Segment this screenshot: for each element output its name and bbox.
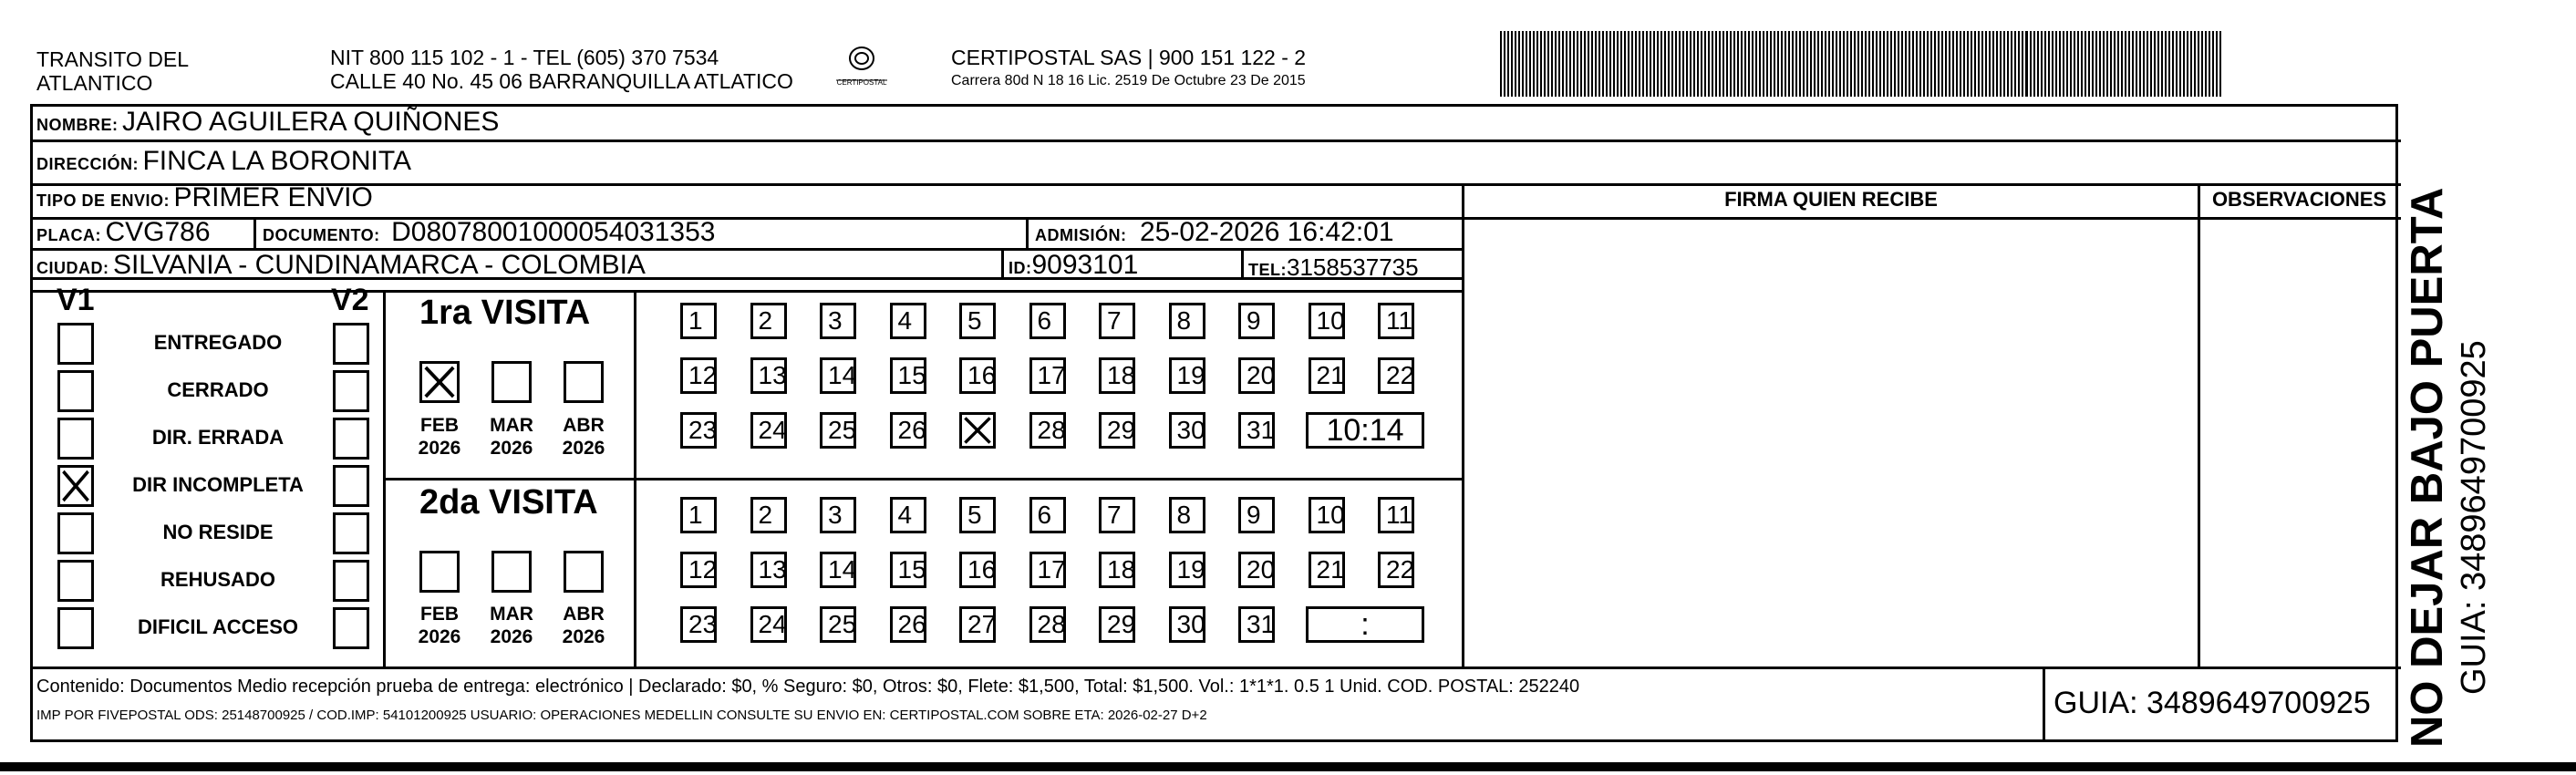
day-box[interactable] [1238,497,1275,533]
day-box[interactable] [1309,552,1345,588]
divider [1462,217,2398,220]
divider [1001,248,1004,277]
divider [383,478,1462,480]
day-number: 17 [1037,555,1066,584]
day-number: 21 [1316,361,1345,389]
divider [2043,666,2045,742]
day-box[interactable] [820,606,856,643]
time-box[interactable]: 10:14 [1306,412,1424,449]
day-box[interactable] [1099,552,1135,588]
day-box[interactable] [1029,357,1066,394]
day-box[interactable] [1099,497,1135,533]
v1-checkbox[interactable] [57,370,94,412]
day-number: 4 [897,501,913,529]
day-box[interactable] [1169,552,1205,588]
day-number: 9 [1247,501,1261,529]
day-box[interactable] [959,606,996,643]
day-number: 21 [1316,555,1345,584]
day-box[interactable] [820,497,856,533]
tel-field [1248,253,1419,282]
day-box[interactable] [1029,497,1066,533]
v1-checkbox[interactable] [57,323,94,365]
day-box[interactable] [1309,303,1345,339]
month-label: FEB 2026 [418,604,461,647]
day-number: 24 [758,416,787,444]
day-number: 23 [688,416,718,444]
nombre-row [36,107,499,138]
direccion-row [36,146,411,177]
tipo-value: PRIMER ENVIO [173,182,373,212]
day-box[interactable] [1169,357,1205,394]
day-number: 19 [1176,361,1205,389]
company-block [951,46,1306,90]
day-number: 18 [1107,555,1136,584]
day-number: 8 [1176,501,1192,529]
day-box[interactable] [820,303,856,339]
day-box[interactable] [1378,497,1414,533]
observaciones-header: OBSERVACIONES [2211,188,2387,211]
day-number: 24 [758,610,787,638]
day-box[interactable] [890,412,926,449]
day-number: 15 [897,555,926,584]
status-option-label: DIR. ERRADA [151,426,284,449]
day-number: 4 [897,306,913,335]
day-box[interactable] [1169,412,1205,449]
company-line2: Carrera 80d N 18 16 Lic. 2519 De Octubre 23 De 2015 [951,73,1306,88]
day-box[interactable] [1309,357,1345,394]
day-box[interactable] [820,412,856,449]
no-dejar-text: NO DEJAR BAJO PUERTA [2403,187,2452,748]
divider [1241,248,1244,277]
guia-footer: GUIA: 3489649700925 [2054,686,2371,720]
day-number: 9 [1247,306,1261,335]
documento-value: D08078001000054031353 [391,217,716,247]
tipo-row [36,182,373,213]
day-number: 16 [967,555,997,584]
day-box[interactable] [1029,552,1066,588]
status-option-label: CERRADO [167,378,269,401]
day-number: 11 [1386,501,1413,529]
admision-label: ADMISIÓN: [1035,226,1127,244]
day-box[interactable] [890,497,926,533]
v1-header: V1 [57,283,95,317]
day-number: 10 [1316,501,1345,529]
nit-block [330,46,793,93]
nit-line1: NIT 800 115 102 - 1 - TEL (605) 370 7534 [330,46,719,69]
day-box[interactable] [890,303,926,339]
day-number: 6 [1037,501,1052,529]
day-box[interactable] [1099,357,1135,394]
day-box[interactable] [680,497,717,533]
day-box[interactable] [1029,412,1066,449]
id-value: 9093101 [1031,250,1139,280]
day-number: 30 [1176,416,1205,444]
day-number: 16 [967,361,997,389]
day-number: 27 [967,610,997,638]
tel-value: 3158537735 [1287,253,1419,281]
day-number: 5 [967,306,982,335]
day-number: 28 [1037,610,1066,638]
day-box[interactable] [750,303,787,339]
v1-checkbox[interactable] [57,465,94,507]
bottom-bar [0,762,2576,771]
month-label: ABR 2026 [562,604,605,647]
imp-text: IMP POR FIVEPOSTAL ODS: 25148700925 / COD.IMP: 54101200925 USUARIO: OPERACIONES MEDELLIN CONSULTE SU ENVIO EN: CERTIPOSTAL.COM SOBRE ETA: 2026-02-27 D+2 [36,708,1207,723]
month-checkbox-feb[interactable] [419,361,460,403]
org-name [36,47,189,95]
day-box[interactable] [820,357,856,394]
day-number: 22 [1386,555,1415,584]
day-number: 13 [758,361,787,389]
side-text [2401,188,2494,748]
day-box[interactable] [750,606,787,643]
firma-header: FIRMA QUIEN RECIBE [1724,188,1938,211]
tipo-label: TIPO DE ENVIO: [36,191,171,210]
day-number: 10 [1316,306,1345,335]
placa-label: PLACA: [36,226,101,244]
divider [1026,217,1029,248]
day-number: 17 [1037,361,1066,389]
v2-checkbox[interactable] [333,323,369,365]
divider [30,183,2401,186]
company-line1: CERTIPOSTAL SAS | 900 151 122 - 2 [951,46,1307,69]
contenido-text: Contenido: Documentos Medio recepción prueba de entrega: electrónico | Declarado: $0, % Seguro: $0, Otros: $0, Flete: $1,500, Total: $1,500. Vol.: 1*1*1. 0.5 1 Unid. COD. POSTAL: 252240 [36,677,1580,697]
day-box[interactable] [1169,606,1205,643]
v1-checkbox[interactable] [57,607,94,649]
day-number: 14 [828,361,857,389]
v1-checkbox[interactable] [57,560,94,602]
nombre-label: NOMBRE: [36,116,119,134]
day-box[interactable] [959,552,996,588]
barcode [1500,31,2225,97]
day-number: 19 [1176,555,1205,584]
v1-checkbox[interactable] [57,512,94,554]
day-number: 29 [1107,610,1136,638]
day-number: 1 [688,306,703,335]
divider [30,140,2401,142]
day-number: 8 [1176,306,1192,335]
v1-checkbox[interactable] [57,418,94,460]
day-number: 7 [1107,501,1122,529]
day-number: 13 [758,555,787,584]
documento-field [263,217,715,248]
admision-value: 25-02-2026 16:42:01 [1139,217,1394,247]
day-box[interactable] [1378,552,1414,588]
divider [30,290,1462,293]
day-box[interactable] [750,497,787,533]
v2-checkbox[interactable] [333,512,369,554]
divider [253,217,256,248]
day-number: 26 [897,610,926,638]
day-number: 6 [1037,306,1052,335]
month-checkbox-mar[interactable] [491,551,532,593]
placa-row [36,217,211,248]
documento-label: DOCUMENTO: [263,226,380,244]
day-number: 29 [1107,416,1136,444]
day-box[interactable] [750,552,787,588]
day-box[interactable] [680,303,717,339]
day-box[interactable] [680,606,717,643]
day-box[interactable] [1029,606,1066,643]
month-checkbox-feb[interactable] [419,551,460,593]
day-number: 5 [967,501,982,529]
ciudad-label: CIUDAD: [36,259,109,277]
day-box[interactable] [750,357,787,394]
divider [1462,183,1464,666]
day-number: 26 [897,416,926,444]
direccion-label: DIRECCIÓN: [36,155,139,173]
day-number: 3 [828,501,843,529]
nit-line2: CALLE 40 No. 45 06 BARRANQUILLA ATLATICO [330,69,793,93]
day-box[interactable] [1169,303,1205,339]
v2-checkbox[interactable] [333,465,369,507]
day-box[interactable] [1099,303,1135,339]
v2-header: V2 [331,283,369,317]
id-field [1009,250,1138,281]
status-option-label: DIR INCOMPLETA [132,473,304,496]
v2-checkbox[interactable] [333,418,369,460]
day-box[interactable] [1238,552,1275,588]
org-line2: ATLANTICO [36,71,153,95]
month-label: ABR 2026 [562,415,605,459]
month-checkbox-abr[interactable] [564,551,604,593]
day-number: 14 [828,555,857,584]
status-option-label: DIFICIL ACCESO [137,615,298,638]
day-number: 25 [828,416,857,444]
day-number: 31 [1247,416,1276,444]
second-visit-title: 2da VISITA [419,483,598,522]
divider [30,666,2401,669]
day-number: 31 [1247,610,1276,638]
day-box[interactable] [1169,497,1205,533]
v2-checkbox[interactable] [333,607,369,649]
day-number: 12 [688,555,718,584]
day-box[interactable] [1099,412,1135,449]
month-label: MAR 2026 [490,415,533,459]
day-number: 11 [1386,306,1413,335]
day-number: 18 [1107,361,1136,389]
day-box[interactable] [680,412,717,449]
first-visit-title: 1ra VISITA [419,294,591,332]
day-box[interactable] [1238,606,1275,643]
month-label: FEB 2026 [418,415,461,459]
day-number: 20 [1247,361,1276,389]
day-number: 23 [688,610,718,638]
day-box[interactable] [959,412,996,449]
direccion-value: FINCA LA BORONITA [142,146,411,176]
day-box[interactable] [890,552,926,588]
month-label: MAR 2026 [490,604,533,647]
placa-value: CVG786 [105,217,211,247]
day-box[interactable] [1238,412,1275,449]
ciudad-value: SILVANIA - CUNDINAMARCA - COLOMBIA [112,250,646,280]
ciudad-row [36,250,646,281]
day-box[interactable] [680,552,717,588]
day-number: 30 [1176,610,1205,638]
day-number: 12 [688,361,718,389]
month-checkbox-abr[interactable] [564,361,604,403]
admision-field [1035,217,1394,248]
month-checkbox-mar[interactable] [491,361,532,403]
day-number: 15 [897,361,926,389]
logo-text: CERTIPOSTAL [836,78,887,87]
day-number: 20 [1247,555,1276,584]
day-number: 2 [758,501,773,529]
nombre-value: JAIRO AGUILERA QUIÑONES [121,107,500,137]
v2-checkbox[interactable] [333,370,369,412]
day-number: 28 [1037,416,1066,444]
day-box[interactable] [959,357,996,394]
day-box[interactable] [890,357,926,394]
day-box[interactable] [959,497,996,533]
day-number: 25 [828,610,857,638]
divider [2198,183,2200,666]
day-box[interactable] [1099,606,1135,643]
day-box[interactable] [1378,357,1414,394]
day-box[interactable] [1238,303,1275,339]
day-box[interactable] [890,606,926,643]
day-box[interactable] [680,357,717,394]
status-option-label: NO RESIDE [162,521,274,543]
id-label: ID: [1009,259,1032,277]
day-box[interactable] [1238,357,1275,394]
day-box[interactable] [750,412,787,449]
day-box[interactable] [1029,303,1066,339]
status-option-label: ENTREGADO [153,331,283,354]
org-line1: TRANSITO DEL [36,47,189,71]
day-box[interactable] [959,303,996,339]
tel-label: TEL: [1248,261,1287,279]
day-box[interactable] [1378,303,1414,339]
day-box[interactable] [1309,497,1345,533]
day-number: 2 [758,306,773,335]
day-number: 22 [1386,361,1415,389]
day-number: 1 [688,501,703,529]
day-number: 3 [828,306,843,335]
certipostal-logo [834,42,889,95]
day-box[interactable] [820,552,856,588]
day-number: 7 [1107,306,1122,335]
time-box[interactable]: : [1306,606,1424,643]
status-option-label: REHUSADO [160,568,275,591]
side-guia-text: GUIA: 3489649700925 [2455,340,2493,695]
v2-checkbox[interactable] [333,560,369,602]
